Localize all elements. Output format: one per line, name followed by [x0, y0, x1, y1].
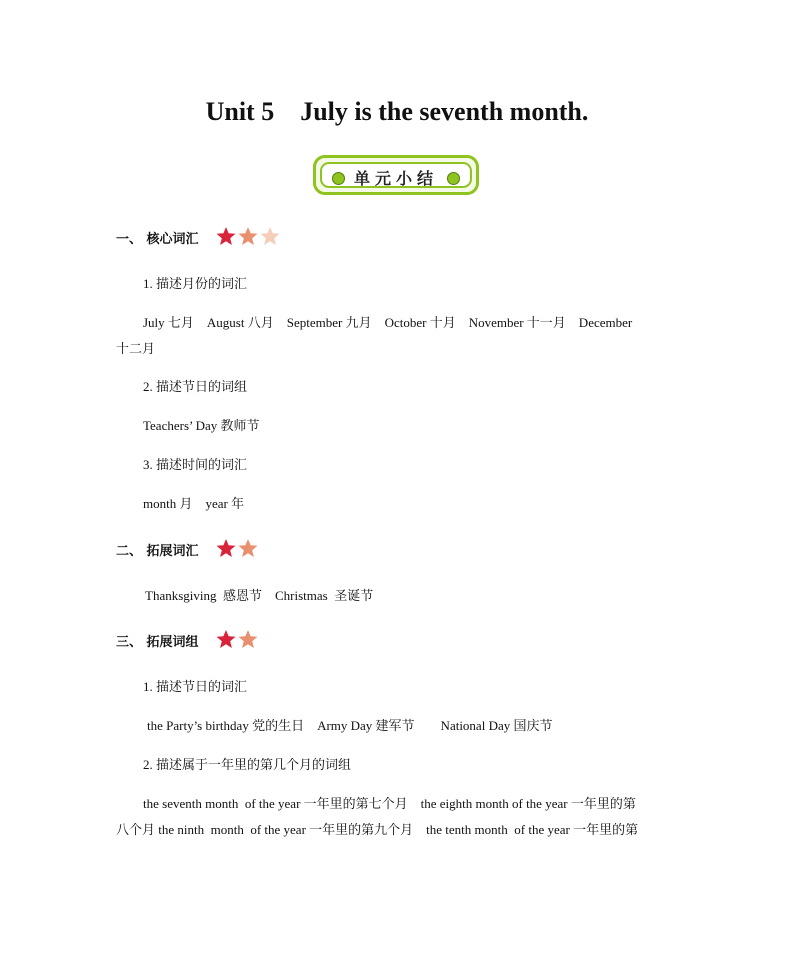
section-heading-extended-vocab: 二、 拓展词汇 [116, 544, 199, 559]
star-icon [239, 539, 258, 557]
months-line-2: 十二月 [116, 341, 156, 356]
badge-label: 单元小结 [353, 169, 438, 188]
badge-frame [320, 162, 472, 188]
star-icon [217, 539, 236, 557]
star-icon [261, 227, 280, 245]
time-words-line: month 月 year 年 [143, 496, 245, 511]
difficulty-stars-3 [216, 226, 280, 246]
subheading-ordinal-months: 2. 描述属于一年里的第几个月的词组 [143, 757, 352, 772]
unit-summary-badge [313, 155, 479, 195]
page-title: Unit 5 July is the seventh month. [205, 97, 589, 126]
subheading-time: 3. 描述时间的词汇 [143, 457, 248, 472]
star-icon [239, 227, 258, 245]
subheading-holiday-phrase: 2. 描述节日的词组 [143, 379, 248, 394]
section-heading-extended-phrases: 三、 拓展词组 [116, 635, 199, 650]
difficulty-stars-2 [216, 629, 258, 649]
extended-words-line: Thanksgiving 感恩节 Christmas 圣诞节 [145, 588, 374, 603]
difficulty-stars-2 [216, 538, 258, 558]
star-icon [239, 630, 258, 648]
ordinal-months-line-2: 八个月 the ninth month of the year 一年里的第九个月 the tenth month of the year 一年里的第 [116, 822, 639, 837]
ordinal-months-line-1: the seventh month of the year 一年里的第七个月 the eighth month of the year 一年里的第 [143, 796, 636, 811]
subheading-months: 1. 描述月份的词汇 [143, 276, 248, 291]
section-heading-core-vocab: 一、 核心词汇 [116, 232, 199, 247]
months-line-1: July 七月 August 八月 September 九月 October 十月 November 十一月 December [143, 315, 633, 330]
subheading-holiday-words: 1. 描述节日的词汇 [143, 679, 248, 694]
star-icon [217, 227, 236, 245]
holiday-words-line: the Party’s birthday 党的生日 Army Day 建军节 National Day 国庆节 [147, 718, 553, 733]
holiday-phrase-line: Teachers’ Day 教师节 [143, 418, 260, 433]
star-icon [217, 630, 236, 648]
